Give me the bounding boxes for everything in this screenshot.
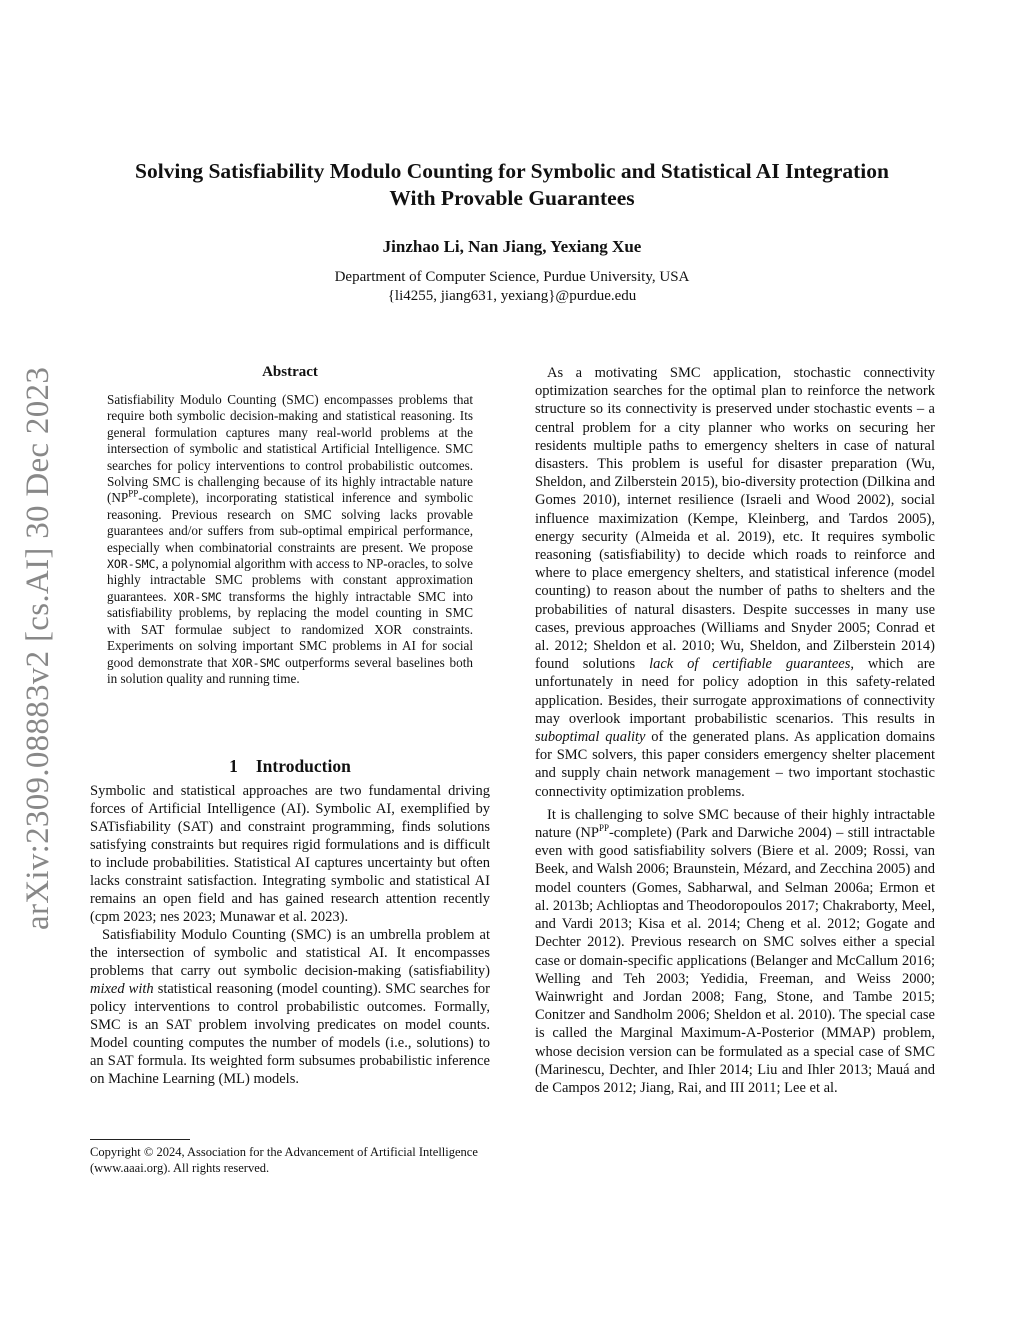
- right-paragraph-2: [535, 806, 935, 1097]
- abstract-text-5: outperforms several baselines both in solution quality and running time.: [107, 654, 473, 686]
- np-pp-sup: PP: [598, 823, 609, 834]
- title-line-2: With Provable Guarantees: [389, 186, 635, 210]
- section-heading-introduction: [90, 756, 490, 777]
- code-xor-smc: XOR-SMC: [231, 655, 281, 670]
- authors: Jinzhao Li, Nan Jiang, Yexiang Xue: [382, 237, 642, 256]
- section-number: 1: [229, 756, 238, 776]
- left-column-body: [90, 782, 490, 1088]
- title-line-1: Solving Satisfiability Modulo Counting for Symbolic and Statistical AI Integration: [134, 159, 889, 183]
- copyright-footnote: Copyright © 2024, Association for the Advancement of Artificial Intelligence (www.aaai.org). All rights reserved.: [90, 1145, 478, 1175]
- intro-p2-text-a: Satisfiability Modulo Counting (SMC) is an umbrella problem at the intersection of symbolic and statistical AI. It encompasses problems that carry out symbolic decision-making (satisfiability): [90, 927, 490, 979]
- footnote-rule: [90, 1139, 190, 1140]
- abstract-text-1: Satisfiability Modulo Counting (SMC) encompasses problems that require both symbolic decision-making and statistical reasoning. Its general formulation captures many real-world problems at the intersection of symbolic and statistical Artificial Intelligence. SMC searches for policy interventions to control probabilistic outcomes. Solving SMC is challenging because of its highly intractable nature (NP: [107, 392, 473, 506]
- abstract-sup: PP: [128, 489, 139, 500]
- right-p1-text-a: As a motivating SMC application, stochastic connectivity optimization searches for the optimal plan to reinforce the network structure so its connectivity is preserved under stochastic events – a central problem for a city planner who works on securing her residents multiple paths to emergency shelters in case of natural disasters. This problem is useful for disaster preparation (Wu, Sheldon, and Zilberstein 2015), bio-diversity protection (Dilkina and Gomes 2010), internet resilience (Israeli and Wood 2002), social influence maximization (Kempe, Kleinberg, and Tardos 2005), energy security (Almeida et al. 2019), etc. It requires symbolic reasoning (satisfiability) to decide which roads to reinforce and where to place emergency shelters, and statistical inference (model counting) to reason about the number of paths to shelters and the probabilities of natural disasters. Despite successes in many use cases, previous approaches (Williams and Snyder 2005; Conrad et al. 2012; Sheldon et al. 2010; Wu, Sheldon, and Zilberstein 2014) found solutions: [535, 365, 935, 673]
- right-column-body: [535, 364, 935, 1102]
- abstract-text-2: -complete), incorporating statistical inference and symbolic reasoning. Previous research on SMC solving lacks provable guarantees and/or suffers from sub-optimal empirical performance, especially when combinatorial constraints are present. We propose: [107, 490, 473, 555]
- code-xor-smc: XOR-SMC: [173, 589, 222, 604]
- emails: {li4255, jiang631, yexiang}@purdue.edu: [387, 288, 637, 304]
- right-p2-text-b: -complete) (Park and Darwiche 2004) – still intractable even with good satisfiability solvers (Biere et al. 2009; Rossi, van Beek, and Walsh 2006; Braunstein, Mézard, and Zecchina 2005) and model counters (Gomes, Sabharwal, and Selman 2006a; Ermon et al. 2013b; Achlioptas and Theodoropoulos 2017; Chakraborty, Meel, and Vardi 2013; Kisa et al. 2014; Cheng et al. 2012; Gogate and Dechter 2012). Previous research on SMC solves either a special case or domain-specific applications (Belanger and McCallum 2016; Welling and Teh 2003; Yedidia, Freeman, and Weiss 2000; Wainwright and Jordan 2008; Fang, Stone, and Tambe 2015; Conitzer and Sandholm 2006; Sheldon et al. 2010). The special case is called the Marginal Maximum-A-Posterior (MMAP) problem, whose decision version can be formulated as a special case of SMC (Marinescu, Dechter, and Ihler 2014; Liu and Ihler 2013; Mauá and de Campos 2012; Jiang, Rai, and III 2011; Lee et al.: [535, 825, 935, 1096]
- intro-p2-text-b: statistical reasoning (model counting). SMC searches for policy interventions to control probabilistic outcomes. Formally, SMC is an SAT problem involving predicates on model counts. Model counting computes the number of models (i.e., solutions) to an SAT formula. Its weighted form subsumes probabilistic inference on Machine Learning (ML) models.: [90, 981, 490, 1087]
- code-xor-smc: XOR-SMC: [107, 557, 156, 572]
- right-paragraph-1: [535, 364, 935, 801]
- right-p2-text-a: It is challenging to solve SMC because of their highly intractable nature (NP: [535, 806, 935, 842]
- emphasis: mixed with: [90, 981, 154, 997]
- abstract-body: [107, 392, 473, 687]
- right-p1-text-b: , which are unfortunately in need for policy adoption in this safety-related application. Besides, their surrogate approximations of connectivity may overlook important probabilistic scenarios. This results in: [535, 656, 935, 727]
- emphasis: suboptimal quality: [535, 729, 646, 746]
- abstract-heading: Abstract: [262, 364, 318, 380]
- right-p1-text-c: of the generated plans. As application domains for SMC solvers, this paper considers emergency shelter placement and supply chain network management – two important stochastic connectivity optimization problems.: [535, 729, 935, 800]
- emphasis: lack of certifiable guarantees: [649, 656, 851, 673]
- intro-paragraph-2: [90, 926, 490, 1088]
- affiliation-block: [60, 268, 964, 306]
- arxiv-sidebar-id: arXiv:2309.08883v2 [cs.AI] 30 Dec 2023: [20, 366, 56, 930]
- paper-title: [60, 158, 964, 212]
- intro-paragraph-1: Symbolic and statistical approaches are two fundamental driving forces of Artificial Intelligence (AI). Symbolic AI, exemplified by SATisfiability (SAT) and constraint programming, finds solutions satisfying constraints but requires rigid formulations and is difficult to include probabilities. Statistical AI captures uncertainty but often lacks constraint satisfaction. Integrating symbolic and statistical AI remains an open field and has gained research attention recently (cpm 2023; nes 2023; Munawar et al. 2023).: [90, 783, 490, 925]
- affiliation: Department of Computer Science, Purdue University, USA: [334, 269, 690, 285]
- abstract-text-4: transforms the highly intractable SMC into satisfiability problems, by replacing the model counting in SMC with SAT formulae subject to randomized XOR constraints. Experiments on solving important SMC problems in AI for social good demonstrate that: [107, 588, 473, 670]
- section-title: Introduction: [255, 756, 351, 776]
- abstract-text-3: , a polynomial algorithm with access to NP-oracles, to solve highly intractable SMC problems with constant approximation guarantees.: [107, 556, 473, 604]
